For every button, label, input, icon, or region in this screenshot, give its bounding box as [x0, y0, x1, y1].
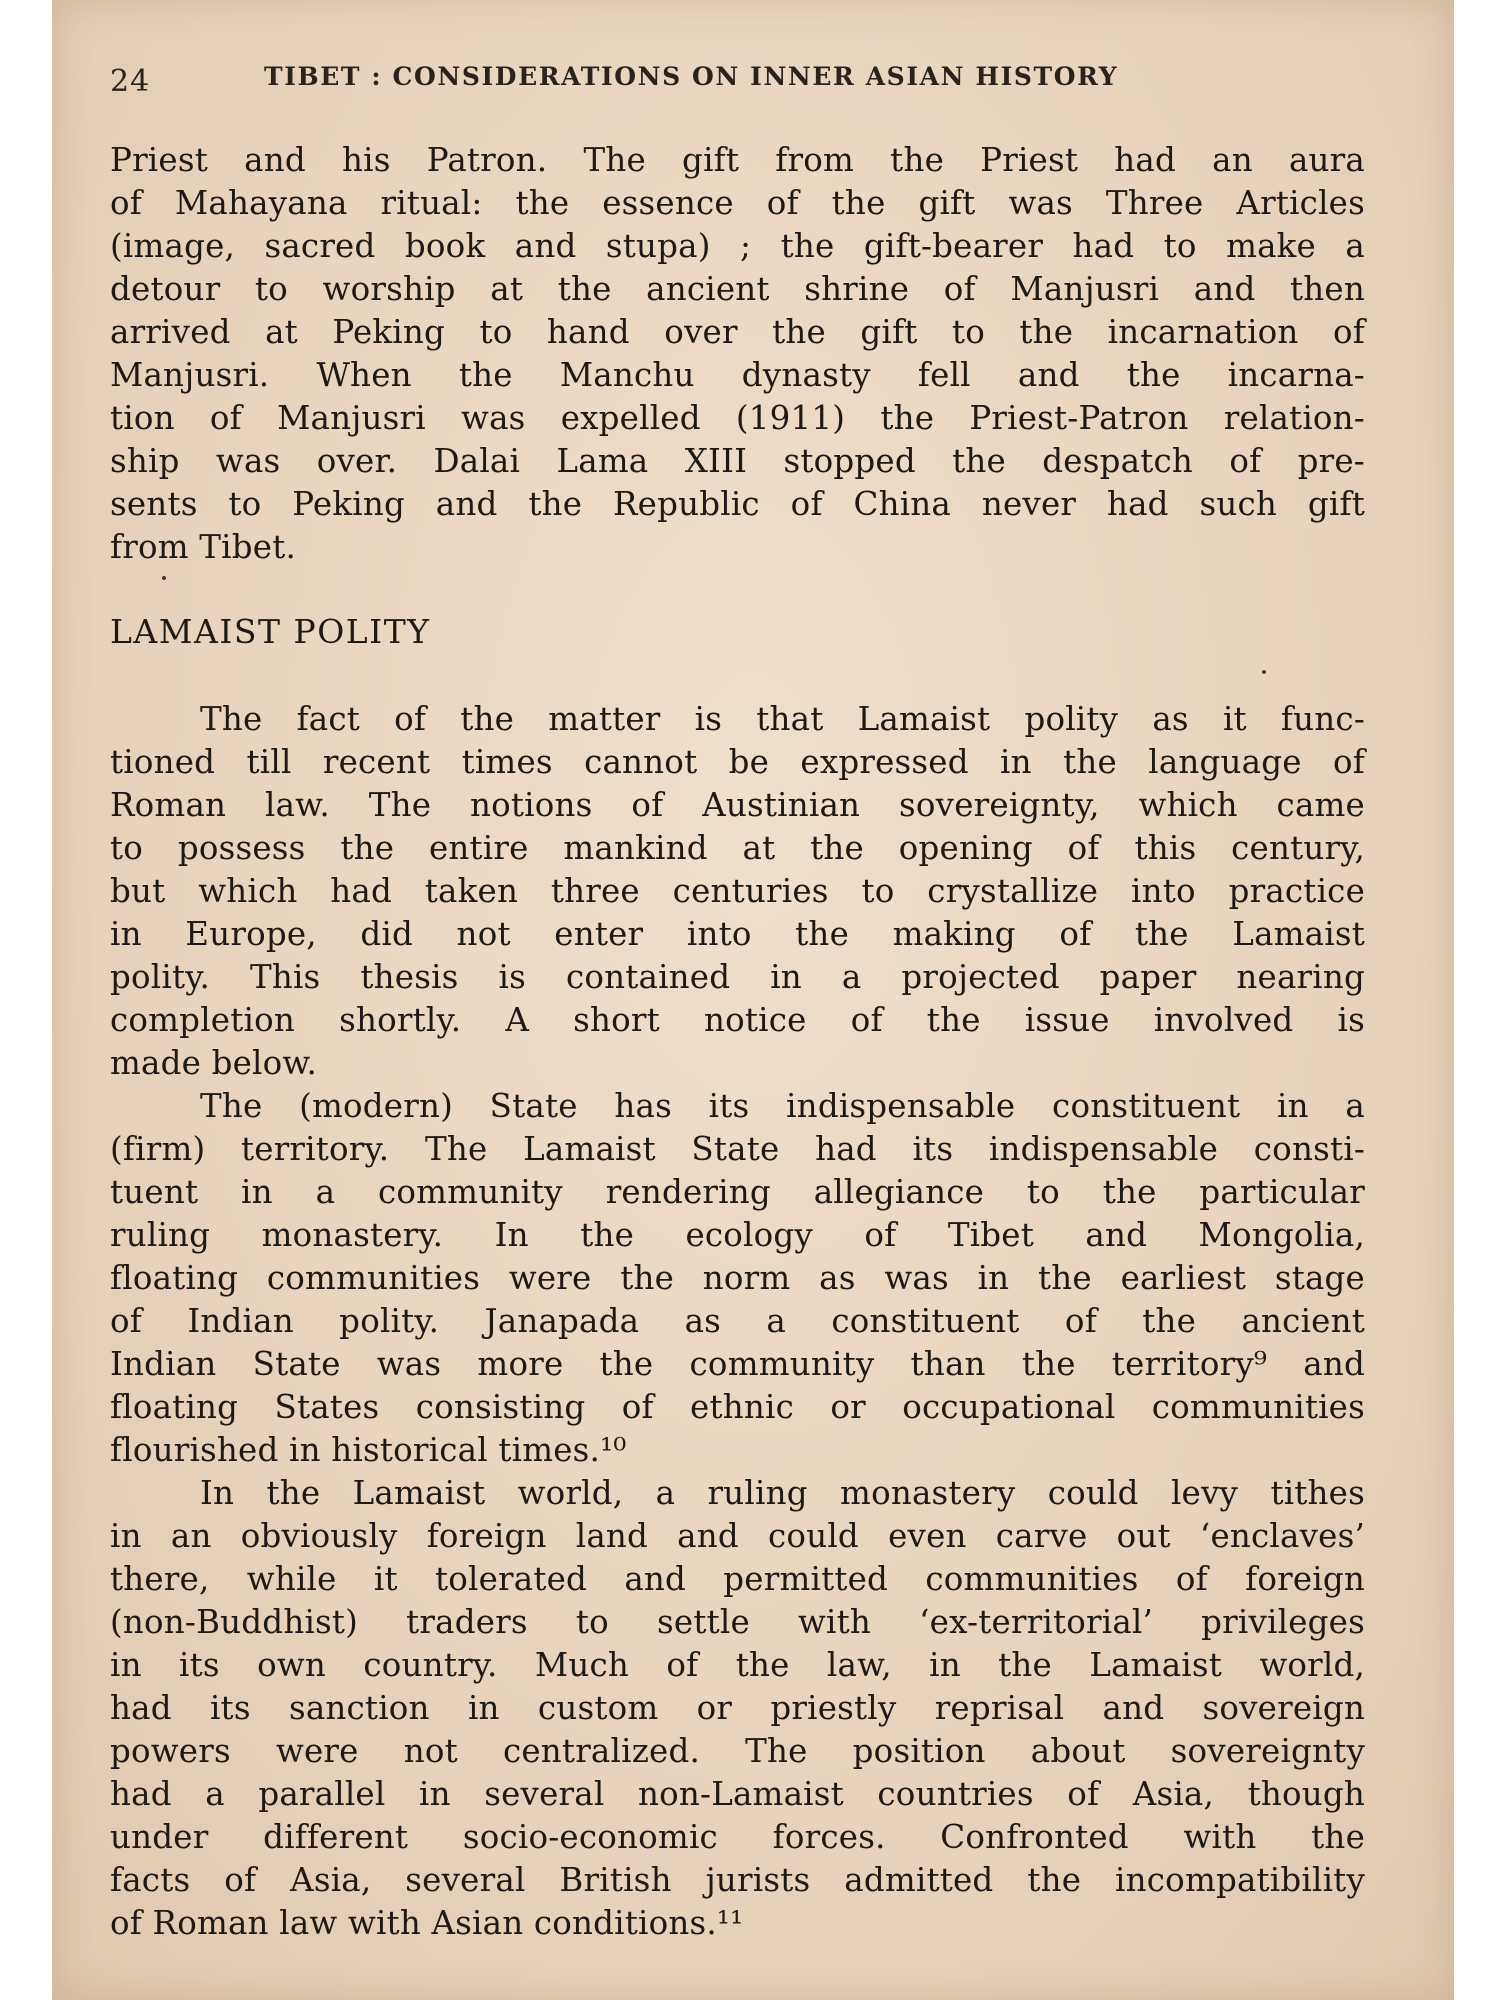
text-line: Priest and his Patron. The gift from the Priest had an aura: [110, 141, 1365, 179]
text-line: (image, sacred book and stupa) ; the gift-bearer had to make a: [110, 227, 1365, 265]
text-line: (non-Buddhist) traders to settle with ‘ex-territorial’ privileges: [110, 1603, 1365, 1641]
text-line: (firm) territory. The Lamaist State had its indispensable consti-: [110, 1130, 1365, 1168]
text-line: In the Lamaist world, a ruling monastery could levy tithes: [200, 1474, 1365, 1512]
text-line: but which had taken three centuries to crystallize into practice: [110, 872, 1365, 910]
text-line: in its own country. Much of the law, in the Lamaist world,: [110, 1646, 1365, 1684]
text-line: tion of Manjusri was expelled (1911) the Priest-Patron relation-: [110, 399, 1365, 437]
text-line: sents to Peking and the Republic of China never had such gift: [110, 485, 1365, 523]
text-line: of Indian polity. Janapada as a constituent of the ancient: [110, 1302, 1365, 1340]
text-line: detour to worship at the ancient shrine of Manjusri and then: [110, 270, 1365, 308]
section-heading: LAMAIST POLITY: [110, 612, 431, 651]
ink-speck: [1262, 670, 1266, 674]
running-head: [110, 58, 1200, 98]
text-line: powers were not centralized. The position about sovereignty: [110, 1732, 1365, 1770]
text-line: tuent in a community rendering allegiance to the particular: [110, 1173, 1365, 1211]
text-line: The (modern) State has its indispensable constituent in a: [200, 1087, 1365, 1125]
page-number: 24: [110, 64, 151, 99]
text-line: Indian State was more the community than the territory⁹ and: [110, 1345, 1365, 1383]
text-line: to possess the entire mankind at the opening of this century,: [110, 829, 1365, 867]
ink-speck: [162, 576, 166, 580]
text-line: tioned till recent times cannot be expressed in the language of: [110, 743, 1365, 781]
running-title: TIBET : CONSIDERATIONS ON INNER ASIAN HISTORY: [264, 62, 1119, 91]
text-line: Manjusri. When the Manchu dynasty fell and the incarna-: [110, 356, 1365, 394]
text-line: had its sanction in custom or priestly reprisal and sovereign: [110, 1689, 1365, 1727]
text-line: of Roman law with Asian conditions.¹¹: [110, 1904, 744, 1942]
text-line: from Tibet.: [110, 528, 296, 566]
text-line: ruling monastery. In the ecology of Tibet and Mongolia,: [110, 1216, 1365, 1254]
text-line: facts of Asia, several British jurists admitted the incompatibility: [110, 1861, 1365, 1899]
text-line: The fact of the matter is that Lamaist polity as it func-: [200, 700, 1365, 738]
text-line: floating communities were the norm as was in the earliest stage: [110, 1259, 1365, 1297]
text-line: arrived at Peking to hand over the gift to the incarnation of: [110, 313, 1365, 351]
text-line: completion shortly. A short notice of the issue involved is: [110, 1001, 1365, 1039]
text-line: of Mahayana ritual: the essence of the gift was Three Articles: [110, 184, 1365, 222]
text-line: in Europe, did not enter into the making of the Lamaist: [110, 915, 1365, 953]
text-line: ship was over. Dalai Lama XIII stopped the despatch of pre-: [110, 442, 1365, 480]
text-line: under different socio-economic forces. Confronted with the: [110, 1818, 1365, 1856]
text-line: floating States consisting of ethnic or occupational communities: [110, 1388, 1365, 1426]
text-line: there, while it tolerated and permitted communities of foreign: [110, 1560, 1365, 1598]
text-line: in an obviously foreign land and could even carve out ‘enclaves’: [110, 1517, 1365, 1555]
text-line: flourished in historical times.¹⁰: [110, 1431, 627, 1469]
text-line: made below.: [110, 1044, 318, 1082]
text-line: had a parallel in several non-Lamaist countries of Asia, though: [110, 1775, 1365, 1813]
text-line: polity. This thesis is contained in a projected paper nearing: [110, 958, 1365, 996]
text-line: Roman law. The notions of Austinian sovereignty, which came: [110, 786, 1365, 824]
